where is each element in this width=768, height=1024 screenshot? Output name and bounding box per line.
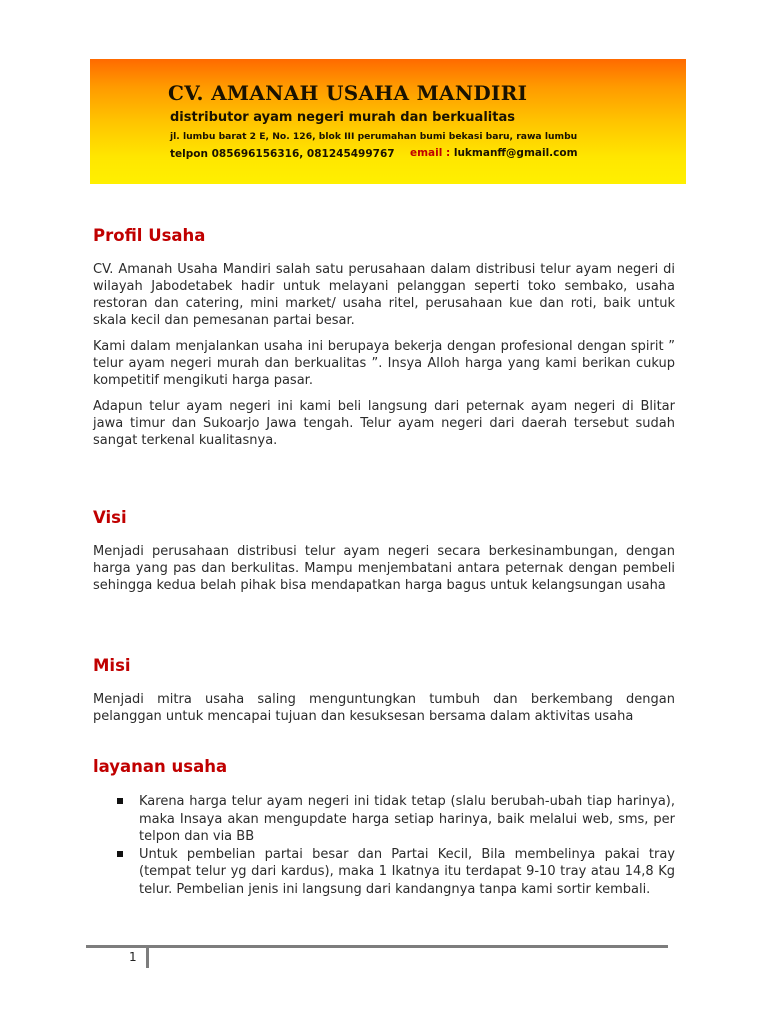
- list-item: [93, 793, 675, 846]
- section-profil: [93, 226, 675, 449]
- letterhead-banner: [90, 59, 686, 184]
- company-address: jl. lumbu barat 2 E, No. 126, blok III perumahan bumi bekasi baru, rawa lumbu: [170, 131, 578, 142]
- list-item: [93, 846, 675, 899]
- section-visi: [93, 508, 675, 594]
- profil-paragraph-2: Kami dalam menjalankan usaha ini berupaya bekerja dengan profesional dengan spirit ” telur ayam negeri murah dan berkualitas ”. Insya Alloh harga yang kami berikan cukup kompetitif mengikuti harga pasar.: [93, 339, 675, 388]
- visi-paragraph: Menjadi perusahaan distribusi telur ayam negeri secara berkesinambungan, dengan harga yang pas dan berkulitas. Mampu menjembatani antara peternak dengan pembeli sehingga kedua belah pihak bisa mendapatkan harga bagus untuk kelangsungan usaha: [93, 544, 675, 593]
- square-bullet-icon: [117, 798, 123, 804]
- layanan-list: [93, 793, 675, 898]
- square-bullet-icon: [117, 851, 123, 857]
- company-phone: telpon 085696156316, 081245499767: [170, 148, 395, 160]
- list-item-text: Untuk pembelian partai besar dan Partai Kecil, Bila membelinya pakai tray (tempat telur yg dari kardus), maka 1 Ikatnya itu terdapat 9-10 tray atau 14,8 Kg telur. Pembelian jenis ini langsung dari kandangnya tanpa kami sortir kembali.: [139, 846, 675, 897]
- misi-paragraph: Menjadi mitra usaha saling menguntungkan tumbuh dan berkembang dengan pelanggan untuk mencapai tujuan dan kesuksesan bersama dalam aktivitas usaha: [93, 692, 675, 724]
- document-body: [93, 226, 675, 897]
- section-layanan: [93, 757, 675, 898]
- email-address: lukmanff@gmail.com: [453, 147, 578, 159]
- profil-paragraph-1: CV. Amanah Usaha Mandiri salah satu perusahaan dalam distribusi telur ayam negeri di wilayah Jabodetabek hadir untuk melayani pelanggan seperti toko sembako, usaha restoran dan catering, mini market/ usaha ritel, perusahaan kue dan roti, baik untuk skala kecil dan pemesanan partai besar.: [93, 262, 675, 328]
- heading-misi: Misi: [93, 656, 131, 675]
- list-item-text: Karena harga telur ayam negeri ini tidak tetap (slalu berubah-ubah tiap harinya), maka Insaya akan mengupdate harga setiap harinya, baik melalui web, sms, per telpon dan via BB: [139, 794, 675, 844]
- email-label: email :: [410, 147, 451, 159]
- company-name: CV. AMANAH USAHA MANDIRI: [168, 81, 528, 105]
- footer-vertical-bar: [146, 948, 149, 968]
- company-tagline: distributor ayam negeri murah dan berkualitas: [170, 110, 515, 125]
- heading-profil: Profil Usaha: [93, 226, 206, 245]
- profil-paragraph-3: Adapun telur ayam negeri ini kami beli langsung dari peternak ayam negeri di Blitar jawa timur dan Sukoarjo Jawa tengah. Telur ayam negeri dari daerah tersebut sudah sangat terkenal kualitasnya.: [93, 399, 675, 448]
- company-email: [410, 147, 578, 159]
- heading-visi: Visi: [93, 508, 127, 527]
- footer-divider: [86, 945, 668, 948]
- heading-layanan: layanan usaha: [93, 757, 228, 776]
- section-misi: [93, 656, 675, 725]
- page-number: 1: [129, 950, 137, 964]
